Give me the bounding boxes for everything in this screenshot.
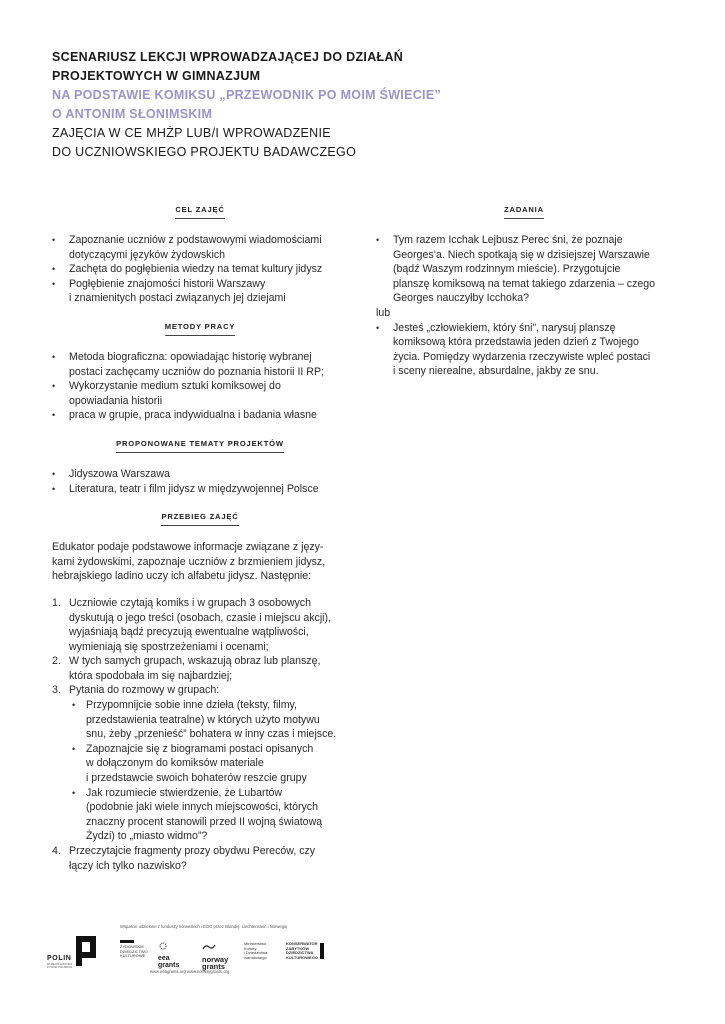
sub-question-item xyxy=(69,742,348,786)
text-line: dotyczącymi języków żydowskich xyxy=(69,248,226,261)
text-line: Wykorzystanie medium sztuki komiksowej do xyxy=(69,380,281,393)
polin-logo-icon xyxy=(76,936,100,966)
metody-list xyxy=(52,350,348,423)
text-line: eea xyxy=(158,955,170,962)
norway-grants-logo xyxy=(202,938,228,970)
lub-text: lub xyxy=(376,306,391,319)
zdk-logo xyxy=(120,940,148,959)
step-number: 1. xyxy=(52,596,61,609)
zadania-list-1 xyxy=(376,233,672,306)
text-line: i znamienitych postaci związanych jej dziejami xyxy=(69,292,286,305)
text-line: kami żydowskimi, zapoznaje uczniów z brzmieniem jidysz, xyxy=(52,555,326,568)
polin-sublabel: MUZEUM HISTORII ŻYDÓW POLSKICH xyxy=(47,962,73,969)
list-item xyxy=(376,321,672,379)
section-title-metody: METODY PRACY xyxy=(52,322,348,336)
text-line: która spodobała im się najbardziej; xyxy=(69,669,233,682)
text-line: Ministerstwo xyxy=(244,941,267,946)
text-line: postaci zachęcamy uczniów do poznania historii II RP; xyxy=(69,365,324,378)
step-number: 3. xyxy=(52,684,61,697)
section-title-cel: CEL ZAJĘĆ xyxy=(52,205,348,219)
polin-label: POLIN xyxy=(47,955,72,962)
section-title-zadania: ZADANIA xyxy=(376,205,672,219)
text-line: Pytania do rozmowy w grupach: xyxy=(69,684,220,697)
cel-list xyxy=(52,233,348,306)
text-line: życia. Pomiędzy wydarzenia rzeczywiste wpleć postaci xyxy=(393,350,651,363)
text-line: Kultury xyxy=(244,945,257,951)
text-line: znaczny procent stanowili przed II wojną światową xyxy=(86,815,323,828)
text-line: Uczniowie czytają komiks i w grupach 3 osobowych xyxy=(69,596,311,609)
list-item xyxy=(52,482,348,497)
text-line: Przeczytajcie fragmenty prozy obydwu Pereców, czy xyxy=(69,845,316,857)
przebieg-intro xyxy=(52,540,348,584)
description-line-2: DO UCZNIOWSKIEGO PROJEKTU BADAWCZEGO xyxy=(52,145,357,159)
text-line: norway xyxy=(202,955,229,964)
sponsor-footer xyxy=(44,920,364,990)
section-title-tematy: PROPONOWANE TEMATY PROJEKTÓW xyxy=(52,439,348,453)
list-item xyxy=(52,350,348,379)
text-line: DZIEDZICTWA xyxy=(286,950,314,955)
norway-text xyxy=(202,956,228,970)
list-item xyxy=(52,467,348,482)
text-line: planszę komiksową na temat takiego zdarzenia – czego xyxy=(393,277,656,290)
sub-question-item xyxy=(69,786,348,844)
text-line: Jidyszowa Warszawa xyxy=(69,467,170,480)
przebieg-steps xyxy=(52,596,348,873)
eea-text xyxy=(158,956,179,969)
norway-flag-icon xyxy=(202,943,216,951)
text-line: Pogłębienie znajomości historii Warszawy xyxy=(69,277,266,290)
tematy-list xyxy=(52,467,348,496)
konserwator-text xyxy=(286,942,318,960)
funding-note: Wsparcie udzielone z funduszy norweskich i EOG przez Islandię, Liechtenstein i Norwegię xyxy=(120,924,288,929)
subtitle-line-2: O ANTONIM SŁONIMSKIM xyxy=(52,107,213,121)
text-line: KONSERWATOR xyxy=(286,941,318,946)
text-line: i sceny nierealne, absurdalne, jakby ze snu. xyxy=(393,365,599,378)
zadania-list-2 xyxy=(376,321,672,379)
text-line: Jak rozumiecie stwierdzenie, że Lubartów xyxy=(86,786,283,799)
text-line: przedstawienia teatralne) w których użyto motywu xyxy=(86,713,320,726)
subtitle-line-1: NA PODSTAWIE KOMIKSU „PRZEWODNIK PO MOIM ŚWIECIE” xyxy=(52,88,442,102)
text-line: Żydzi) to „miasto widmo”? xyxy=(86,830,208,843)
zdk-text xyxy=(120,945,148,959)
text-line: opowiadania historii xyxy=(69,394,163,407)
text-line: grants xyxy=(158,961,180,969)
step-item xyxy=(52,844,348,873)
text-line: Tym razem Icchak Lejbusz Perec śni, że poznaje xyxy=(393,234,623,246)
eea-star-icon xyxy=(158,941,168,951)
text-line: Georges nauczyłby Icchoka? xyxy=(393,292,530,305)
text-line: KULTUROWE xyxy=(120,953,146,958)
title-line-2: PROJEKTOWYCH W GIMNAZJUM xyxy=(52,69,261,83)
document-header xyxy=(52,48,492,162)
text-line: praca w grupie, praca indywidualna i badania własne xyxy=(69,409,317,422)
mkidn-text xyxy=(244,942,267,960)
step-number: 4. xyxy=(52,845,61,857)
text-line: i Dziedzictwa xyxy=(244,950,268,955)
step-item xyxy=(52,683,348,844)
text-line: Edukator podaje podstawowe informacje związane z języ- xyxy=(52,541,324,554)
text-line: DZIEDZICTWO xyxy=(120,948,148,954)
text-line: hebrajskiego ladino uczy ich alfabetu jidysz. Następnie: xyxy=(52,570,312,583)
right-column xyxy=(376,205,672,389)
text-line: i przedstawcie swoich bohaterów reszcie grupy xyxy=(86,772,307,785)
section-title-przebieg: PRZEBIEG ZAJĘĆ xyxy=(52,512,348,526)
list-item xyxy=(376,233,672,306)
text-line: dyskutują o jego treści (osobach, czasie i miejscu akcji), xyxy=(69,611,332,624)
eea-grants-logo xyxy=(158,938,179,969)
text-line: (bądź Waszym rodzinnym mieście). Przygotujcie xyxy=(393,263,621,276)
step-item xyxy=(52,654,348,683)
list-item xyxy=(52,277,348,306)
list-item xyxy=(52,408,348,423)
konserwator-bar-icon xyxy=(320,943,324,959)
text-line: wymieniają się spostrzeżeniami i ocenami; xyxy=(69,640,269,653)
konserwator-logo xyxy=(286,942,324,960)
text-line: Jesteś „człowiekiem, który śni”, narysuj planszę xyxy=(393,321,616,334)
sub-question-item xyxy=(69,698,348,742)
zdk-bar-icon xyxy=(120,940,134,943)
text-line: Przypomnijcie sobie inne dzieła (teksty, filmy, xyxy=(86,699,297,712)
text-line: komiksową która przedstawia jeden dzień z Twojego xyxy=(393,336,639,349)
text-line: Zapoznanie uczniów z podstawowymi wiadomościami xyxy=(69,234,322,246)
text-line: snu, żeby „przenieść” bohatera w inny czas i miejsce. xyxy=(86,728,337,741)
step-item xyxy=(52,596,348,654)
list-item xyxy=(52,262,348,277)
text-line: wyjaśniają bądź precyzują ewentualne wątpliwości, xyxy=(69,626,309,639)
text-line: Zachęta do pogłębienia wiedzy na temat kultury jidysz xyxy=(69,263,323,276)
text-line: Narodowego xyxy=(244,954,267,960)
text-line: ŻYDOWSKIE xyxy=(120,944,145,949)
text-line: grants xyxy=(202,962,225,971)
text-line: KULTUROWEGO xyxy=(286,954,318,960)
footer-urls: www.eeagrants.org www.norwaygrants.org xyxy=(150,969,230,974)
text-line: łączy ich tylko nazwisko? xyxy=(69,859,187,872)
text-line: W tych samych grupach, wskazują obraz lub planszę, xyxy=(69,655,321,668)
text-line: w dołączonym do komiksów materiale xyxy=(86,757,264,770)
list-item xyxy=(52,233,348,262)
text-line: Metoda biograficzna: opowiadając historię wybranej xyxy=(69,350,312,363)
title-line-1: SCENARIUSZ LEKCJI WPROWADZAJĄCEJ DO DZIAŁAŃ xyxy=(52,50,404,64)
left-column xyxy=(52,205,348,873)
text-line: Georges’a. Niech spotkają się w dzisiejszej Warszawie xyxy=(393,248,650,261)
text-line: ZABYTKÓW xyxy=(286,945,310,951)
text-line: Literatura, teatr i film jidysz w międzywojennej Polsce xyxy=(69,482,319,495)
description-line-1: ZAJĘCIA W CE MHŻP LUB/I WPROWADZENIE xyxy=(52,126,331,140)
list-item xyxy=(52,379,348,408)
mkidn-logo xyxy=(244,942,267,960)
step-number: 2. xyxy=(52,655,61,668)
sub-question-list xyxy=(69,698,348,844)
text-line: (podobnie jaki wiele innych miejscowości, których xyxy=(86,801,318,814)
text-line: Zapoznajcie się z biogramami postaci opisanych xyxy=(86,742,314,755)
